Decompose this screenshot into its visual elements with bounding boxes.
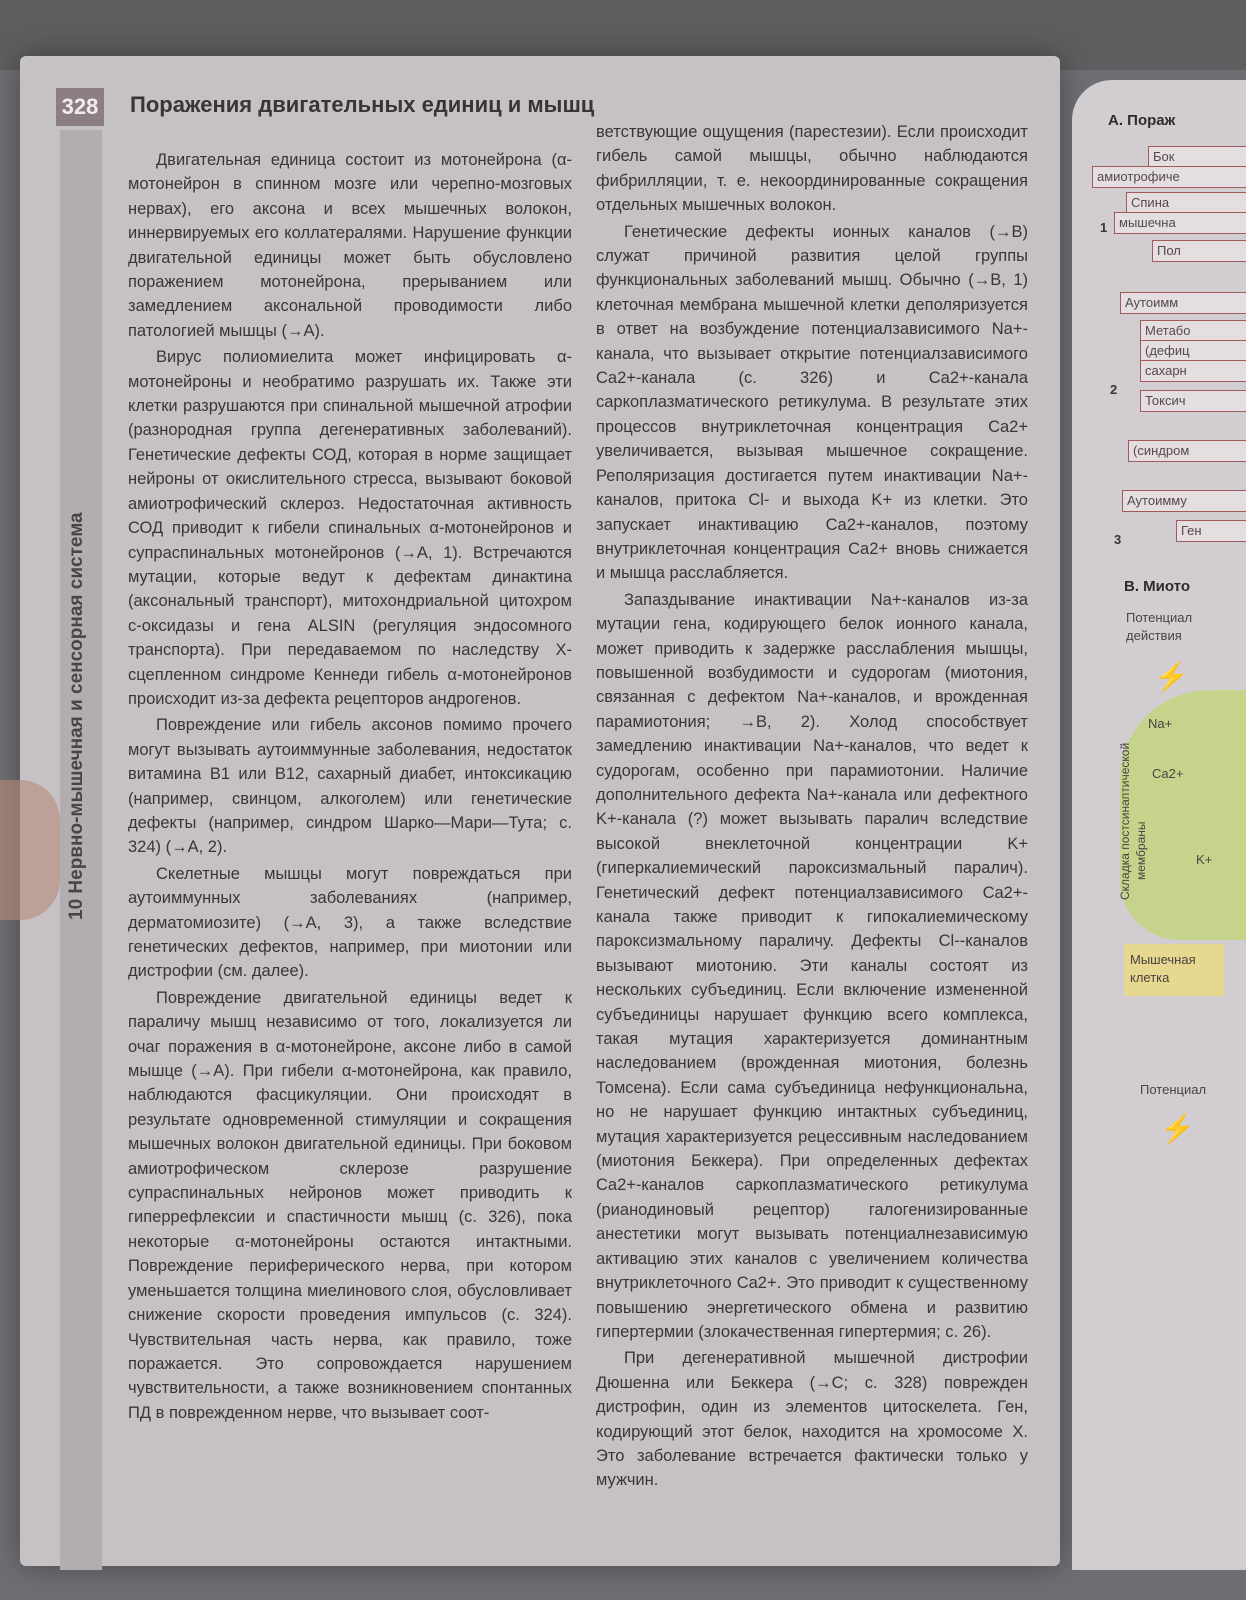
diagram-box: Спина — [1126, 192, 1246, 214]
text-column-left — [128, 148, 572, 1427]
page-heading: Поражения двигательных единиц и мышц — [130, 92, 595, 117]
diagram-box: Аутоимму — [1122, 490, 1246, 512]
lightning-icon: ⚡ — [1160, 1113, 1195, 1144]
diagram-label: действия — [1126, 628, 1182, 643]
diagram-box: Ген — [1176, 520, 1246, 542]
ion-label-na: Na+ — [1148, 716, 1173, 731]
paragraph: Вирус полиомиелита может инфицировать α-мотонейроны и необратимо разрушать их. Также эти клетки разрушаются при спинальной мышечной атрофии (разнородная группа дегенеративных заболеваний). Генетические дефекты СОД, которая в норме защищает нейроны от окислительного стресса, вызывают боковой амиотрофический склероз. Недостаточная активность СОД приводит к гибели спинальных α-мотонейронов и супраспинальных мотонейронов (→A, 1). Встречаются мутации, которые ведут к дефектам динактина (аксональный транспорт), митохондриальной цитохром с-оксидазы и гена ALSIN (регуляция эндосомного транспорта). При передаваемом по наследству X-сцепленном синдроме Кеннеди гибель α-мотонейронов происходит из-за дефекта рецепторов андрогенов. — [128, 348, 572, 708]
paragraph: Повреждение или гибель аксонов помимо прочего могут вызывать аутоиммунные заболевания, недостаток витамина B1 или B12, сахарный диабет, интоксикацию (например, свинцом, алкоголем) или генетические дефекты (например, синдром Шарко—Мари—Тута; с. 324) (→A, 2). — [128, 716, 572, 857]
ion-label-k: K+ — [1196, 852, 1213, 867]
ion-label-ca: Ca2+ — [1152, 766, 1184, 781]
finger-shadow — [0, 780, 60, 920]
diagram-number: 1 — [1100, 220, 1108, 235]
paragraph: Двигательная единица состоит из мотонейрона (α-мотонейрон в спинном мозге или черепно-мозговых нервах), его аксона и всех мышечных волокон, иннервируемых его коллатералями. Нарушение функции двигательной единицы может быть обусловлено поражением мотонейрона, прерыванием или замедлением аксональной проводимости либо патологией мышцы (→A). — [128, 151, 572, 340]
paragraph: Генетические дефекты ионных каналов (→B) служат причиной развития целой группы функциональных заболеваний мышц. Обычно (→B, 1) клеточная мембрана мышечной клетки деполяризуется в ответ на возбуждение потенциалзависимого Na+-канала, что вызывает открытие потенциалзависимого Ca2+-канала (с. 326) и Ca2+-канала саркоплазматического ретикулума. В результате этих процессов внутриклеточная концентрация Ca2+ увеличивается, вызывая мышечное сокращение. Реполяризация достигается путем инактивации Na+-каналов, притока Cl- и выхода K+ из клетки. Это запускает инактивацию Ca2+-каналов, поэтому внутриклеточная концентрация Ca2+ вновь снижается и мышца расслабляется. — [596, 222, 1028, 583]
membrane-fold-label: Складка постсинаптической — [1118, 742, 1132, 900]
paragraph: При дегенеративной мышечной дистрофии Дюшенна или Беккера (→C; с. 328) поврежден дистрофин, один из элементов цитоскелета. Ген, кодирующий этот белок, находится на хромосоме X. Это заболевание встречается фактически только у мужчин. — [596, 1349, 1028, 1490]
postsynaptic-membrane-shape — [1120, 690, 1246, 940]
diagram-label: Мышечная — [1130, 952, 1196, 967]
page-number: 328 — [56, 88, 104, 126]
diagram-number: 3 — [1114, 532, 1122, 547]
paragraph: ветствующие ощущения (парестезии). Если происходит гибель самой мышцы, обычно наблюдаются фибрилляции, т. е. некоординированные сокращения отдельных мышечных волокон. — [596, 123, 1028, 215]
diagram-number: 2 — [1110, 382, 1118, 397]
diagram-box: Пол — [1152, 240, 1246, 262]
chapter-side-label: 10 Нервно-мышечная и сенсорная система — [66, 512, 87, 920]
diagram-label: Потенциал — [1126, 610, 1193, 625]
diagram-box: Метабо — [1140, 320, 1246, 342]
lightning-icon: ⚡ — [1154, 661, 1189, 692]
panel-a-title: А. Пораж — [1108, 112, 1176, 129]
diagram-label: Потенциал — [1140, 1082, 1207, 1097]
diagram-box: мышечна — [1114, 212, 1246, 234]
diagram-box: амиотрофиче — [1092, 166, 1246, 188]
diagram-label: клетка — [1130, 970, 1170, 985]
paragraph: Скелетные мышцы могут повреждаться при аутоиммунных заболеваниях (например, дерматомиозите) (→A, 3), а также вследствие генетических дефектов, например, при миотонии или дистрофии (см. далее). — [128, 864, 572, 981]
diagram-box: Токсич — [1140, 390, 1246, 412]
paragraph: Повреждение двигательной единицы ведет к параличу мышц независимо от того, локализуется ли очаг поражения в α-мотонейроне, аксоне либо в самой мышце (→A). При гибели α-мотонейрона, как правило, наблюдаются фасцикуляции. Они происходят в результате одновременной стимуляции и сокращения мышечных волокон двигательной единицы. При боковом амиотрофическом склерозе разрушение супраспинальных нейронов может приводить к гиперрефлексии и спастичности мышц (с. 326), пока некоторые α-мотонейроны остаются интактными. Повреждение периферического нерва, при котором уменьшается толщина миелинового слоя, обусловливает снижение скорости проведения импульсов (с. 324). Чувствительная часть нерва, как правило, тоже поражается. Это сопровождается нарушением чувствительности, а также возникновением спонтанных ПД в поврежденном нерве, что вызывает соот- — [128, 988, 572, 1422]
diagram-box: (синдром — [1128, 440, 1246, 462]
membrane-label: мембраны — [1134, 821, 1148, 880]
diagram-box: Бок — [1148, 146, 1246, 168]
panel-b-title: В. Миото — [1124, 578, 1190, 595]
diagram-box: сахарн — [1140, 360, 1246, 382]
text-column-right — [596, 120, 1028, 1495]
diagram-box: Аутоимм — [1120, 292, 1246, 314]
paragraph: Запаздывание инактивации Na+-каналов из-за мутации гена, кодирующего белок ионного канала, может приводить к задержке расслабления мышцы, повышенной возбудимости и судорогам (миотония, связанная с дефектом Na+-каналов, и врожденная парамиотония; →B, 2). Холод способствует замедлению инактивации Na+-каналов, что ведет к судорогам, особенно при парамиотонии. Наличие дополнительного дефекта Na+-канала или дефектного K+-канала (?) может вызывать паралич вследствие высокой внеклеточной концентрации K+ (гиперкалиемический пароксизмальный паралич). Генетический дефект потенциалзависимого Ca2+-канала также приводит к гипокалиемическому пароксизмальному параличу. Дефекты Cl--каналов вызывают миотонию. Эти каналы состоят из нескольких субъединиц. Если включение измененной субъединицы нарушает функцию всего комплекса, такая мутация характеризуется доминантным наследованием (врожденная миотония, болезнь Томсена). Если сама субъединица нефункциональна, но не нарушает функцию интактных субъединиц, мутация характеризуется рецессивным наследованием (миотония Беккера). При определенных дефектах Ca2+-каналов саркоплазматического ретикулума (рианодиновый рецептор) галогенизированные анестетики могут вызывать потенциалнезависимую активацию этих каналов с увеличением количества внутриклеточного Ca2+. Это приводит к существенному повышению энергетического обмена и развитию гипертермии (злокачественная гипертермия; с. 26). — [596, 590, 1028, 1341]
diagram-box: (дефиц — [1140, 340, 1246, 362]
